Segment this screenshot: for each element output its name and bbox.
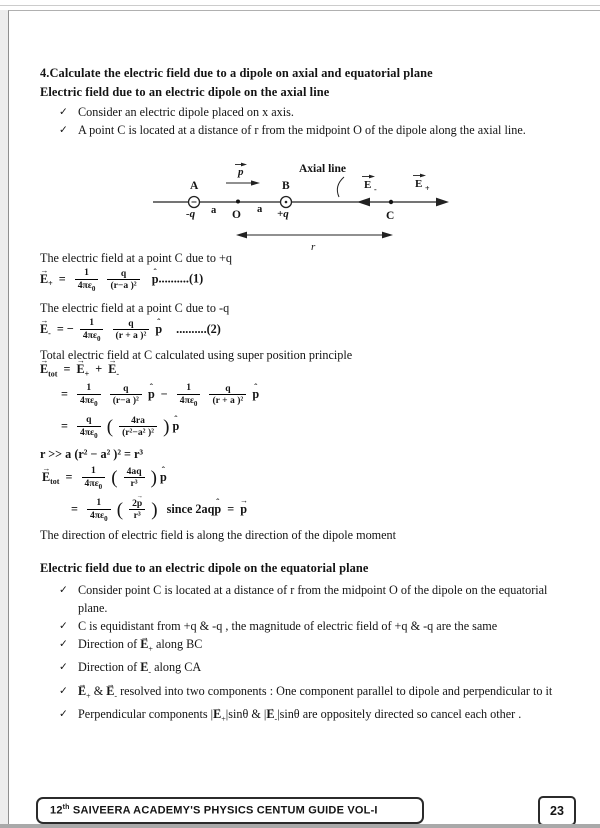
e-plus-arrowhead — [436, 198, 449, 207]
distance-a-left: a — [211, 205, 217, 216]
equatorial-section-heading: Electric field due to an electric dipole on the equatorial plane — [40, 561, 369, 575]
right-paren: ) — [151, 499, 158, 521]
bullet-text: C is equidistant from +q & -q , the magnitude of electric field of +q & -q are the same — [78, 619, 498, 633]
page-number-box — [538, 796, 576, 826]
previous-page-divider — [0, 5, 600, 6]
footer-banner — [36, 797, 424, 824]
axial-bullet-list — [59, 103, 571, 139]
e-plus-vec-head — [420, 174, 426, 178]
axial-pointer-curve — [337, 177, 344, 197]
bullet-text: Consider point C is located at a distance of r from the midpoint O of the dipole on the equatorial plane. — [78, 583, 548, 615]
point-a-label: A — [190, 180, 199, 192]
e-plus-vector: E → — [213, 705, 221, 723]
equals-sign: = — [61, 386, 68, 401]
e-tot-vector: E → — [42, 470, 50, 485]
p-hat: p ˆ — [160, 470, 167, 485]
e-plus-vector: E → — [78, 682, 86, 700]
p-vector: p → — [240, 502, 247, 517]
p-hat: p ˆ — [214, 502, 221, 517]
equation-6: r >> a (r² − a² )² = r³ — [40, 447, 144, 461]
list-item — [59, 635, 572, 658]
equals-sign: = — [61, 418, 68, 433]
p-vector: p → — [137, 498, 142, 510]
e-minus-vector: E → — [140, 658, 148, 676]
equation-4 — [58, 382, 259, 408]
equation-number: ..........(2) — [176, 321, 221, 336]
e-minus-vector: E → — [266, 705, 274, 723]
bullet-text: A point C is located at a distance of r from the midpoint O of the dipole along the axial line. — [78, 123, 526, 137]
e-minus-arrowhead — [357, 198, 370, 207]
fraction: $\frac{1}{4\pi\varepsilon_0}$ — [82, 465, 106, 491]
plus-sign: + — [95, 362, 103, 376]
equals-sign: = — [63, 362, 71, 376]
distance-a-right: a — [257, 204, 263, 215]
e-minus-vector: E → — [108, 362, 116, 377]
list-item — [59, 682, 572, 705]
subscript: tot — [48, 369, 58, 379]
equation-5 — [58, 414, 179, 440]
check-icon: ✓ — [59, 684, 68, 697]
list-item — [59, 617, 572, 635]
e-plus-vector: E → — [40, 272, 48, 287]
due-minus-text: The electric field at a point C due to -q — [40, 301, 230, 315]
axial-line-label: Axial line — [299, 163, 346, 175]
axial-section-heading: Electric field due to an electric dipole on the axial line — [40, 85, 330, 99]
fraction: $\frac{4aq}{\text{r³}}$ — [124, 466, 145, 490]
list-item — [59, 121, 571, 139]
direction-note: The direction of electric field is along the direction of the dipole moment — [40, 528, 397, 542]
equation-7: $E \to_{tot}$ = $\frac{1}{4\pi\varepsilon_0}$ ( $\frac{4aq}{\text{r³}}$ ) p ˆ — [42, 465, 167, 491]
equation-2 — [40, 317, 221, 343]
subscript: + — [48, 279, 53, 289]
e-plus-vector: E → — [77, 362, 85, 377]
midpoint-dot — [236, 200, 240, 204]
p-hat: p ˆ — [252, 387, 259, 402]
e-minus-label: E — [364, 179, 372, 191]
page-left-gutter — [0, 10, 8, 828]
charge-pos-label: +q — [277, 208, 289, 220]
r-left-head — [236, 232, 247, 239]
since-text: since 2aq — [166, 501, 215, 516]
equals-sign: = — [227, 501, 235, 516]
e-minus-subscript: - — [374, 185, 377, 194]
page-bottom-edge — [0, 824, 600, 828]
e-minus-vec-head — [369, 175, 375, 179]
left-paren: ( — [116, 499, 124, 521]
equatorial-bullet-list — [59, 581, 572, 729]
check-icon: ✓ — [59, 124, 68, 136]
right-paren: ) — [163, 416, 170, 438]
question-title: 4.Calculate the electric field due to a dipole on axial and equatorial plane — [40, 66, 433, 80]
dipole-axial-diagram — [147, 158, 469, 254]
equals-sign: = — [65, 469, 73, 484]
list-item — [59, 705, 572, 728]
p-arrowhead — [251, 180, 260, 185]
check-icon: ✓ — [59, 708, 68, 721]
left-paren: ( — [106, 416, 114, 438]
fraction: $\frac{q}{\text{(r + a )²}}$ — [113, 318, 150, 342]
fraction: $\frac{1}{4\pi\varepsilon_0}$ — [75, 267, 99, 293]
point-c-label: C — [386, 210, 395, 222]
fraction: $\frac{2p \to}{\text{r³}}$ — [129, 498, 145, 522]
r-label: r — [311, 241, 316, 253]
superposition-text: Total electric field at C calculated using super position principle — [40, 348, 353, 362]
fraction: $\frac{q}{\text{(r + a )²}}$ — [209, 383, 246, 407]
equals-sign: = — [56, 321, 64, 336]
r-right-head — [382, 232, 393, 239]
page-number: 23 — [550, 804, 564, 818]
right-paren: ) — [150, 467, 157, 489]
equation-3: $E \to_{tot} = E \to_+ + E \to_-$ — [40, 362, 119, 378]
e-plus-label: E — [415, 178, 423, 190]
e-minus-vector: E → — [106, 682, 114, 700]
list-item — [59, 581, 572, 617]
e-minus-vector: E → — [40, 322, 48, 337]
point-o-label: O — [232, 209, 241, 221]
fraction: $\frac{q}{\text{(r−a )²}}$ — [110, 383, 142, 407]
fraction: $\frac{q}{\text{(r−a )²}}$ — [107, 268, 139, 292]
plus-dot-icon — [285, 201, 288, 204]
subscript: - — [48, 329, 51, 339]
footer-title: 12th SAIVEERA ACADEMY'S PHYSICS CENTUM GUIDE VOL-I — [50, 804, 378, 817]
due-plus-text: The electric field at a point C due to +q — [40, 251, 232, 265]
p-hat: p ˆ — [172, 419, 179, 434]
charge-neg-label: -q — [186, 208, 196, 220]
fraction: $\frac{1}{4\pi\varepsilon_0}$ — [87, 497, 111, 523]
bullet-text: Perpendicular components $|E \to_+|\sin\theta$ & $|E \to_-|\sin\theta$ are oppositely directed so cancel each other . — [78, 705, 521, 728]
check-icon: ✓ — [59, 106, 68, 118]
equation-1 — [40, 267, 203, 293]
point-b-label: B — [282, 180, 290, 192]
point-c-dot — [389, 200, 393, 204]
p-hat: p ˆ — [155, 322, 162, 337]
equation-number: ..........(1) — [158, 271, 204, 286]
e-tot-vector: E → — [40, 362, 48, 377]
list-item — [59, 103, 571, 121]
check-icon: ✓ — [59, 584, 68, 596]
p-vec-overline-head — [241, 163, 247, 167]
bullet-text: $E \to_+$ & $E \to_-$ resolved into two components : One component parallel to dipole and perpendicular to it — [78, 682, 552, 705]
equals-sign: = — [58, 271, 66, 286]
fraction: $\frac{q}{4\pi\varepsilon_0}$ — [77, 414, 101, 440]
bullet-text: Direction of $E \to_+$ along BC — [78, 635, 202, 658]
bullet-text: Consider an electric dipole placed on x axis. — [78, 105, 294, 119]
check-icon: ✓ — [59, 661, 68, 674]
bullet-text: Direction of $E \to_-$ along CA — [78, 658, 201, 681]
equals-sign: = — [71, 501, 78, 516]
list-item — [59, 658, 572, 681]
check-icon: ✓ — [59, 620, 68, 632]
p-hat: p ˆ — [148, 387, 155, 402]
fraction: $\frac{4ra}{\text{(r²−a² )²}}$ — [119, 415, 157, 439]
equation-8 — [68, 497, 247, 523]
fraction: $\frac{1}{4\pi\varepsilon_0}$ — [177, 382, 201, 408]
e-plus-vector: E → — [140, 635, 148, 653]
check-icon: ✓ — [59, 638, 68, 650]
left-paren: ( — [111, 467, 118, 489]
p-hat: p ˆ — [152, 272, 159, 287]
fraction: $\frac{1}{4\pi\varepsilon_0}$ — [77, 382, 101, 408]
fraction: $\frac{1}{4\pi\varepsilon_0}$ — [80, 317, 104, 343]
p-vector-label: p — [238, 166, 244, 178]
minus-sign: − — [66, 321, 74, 336]
e-plus-subscript: + — [425, 184, 430, 193]
minus-sign: − — [160, 386, 168, 401]
